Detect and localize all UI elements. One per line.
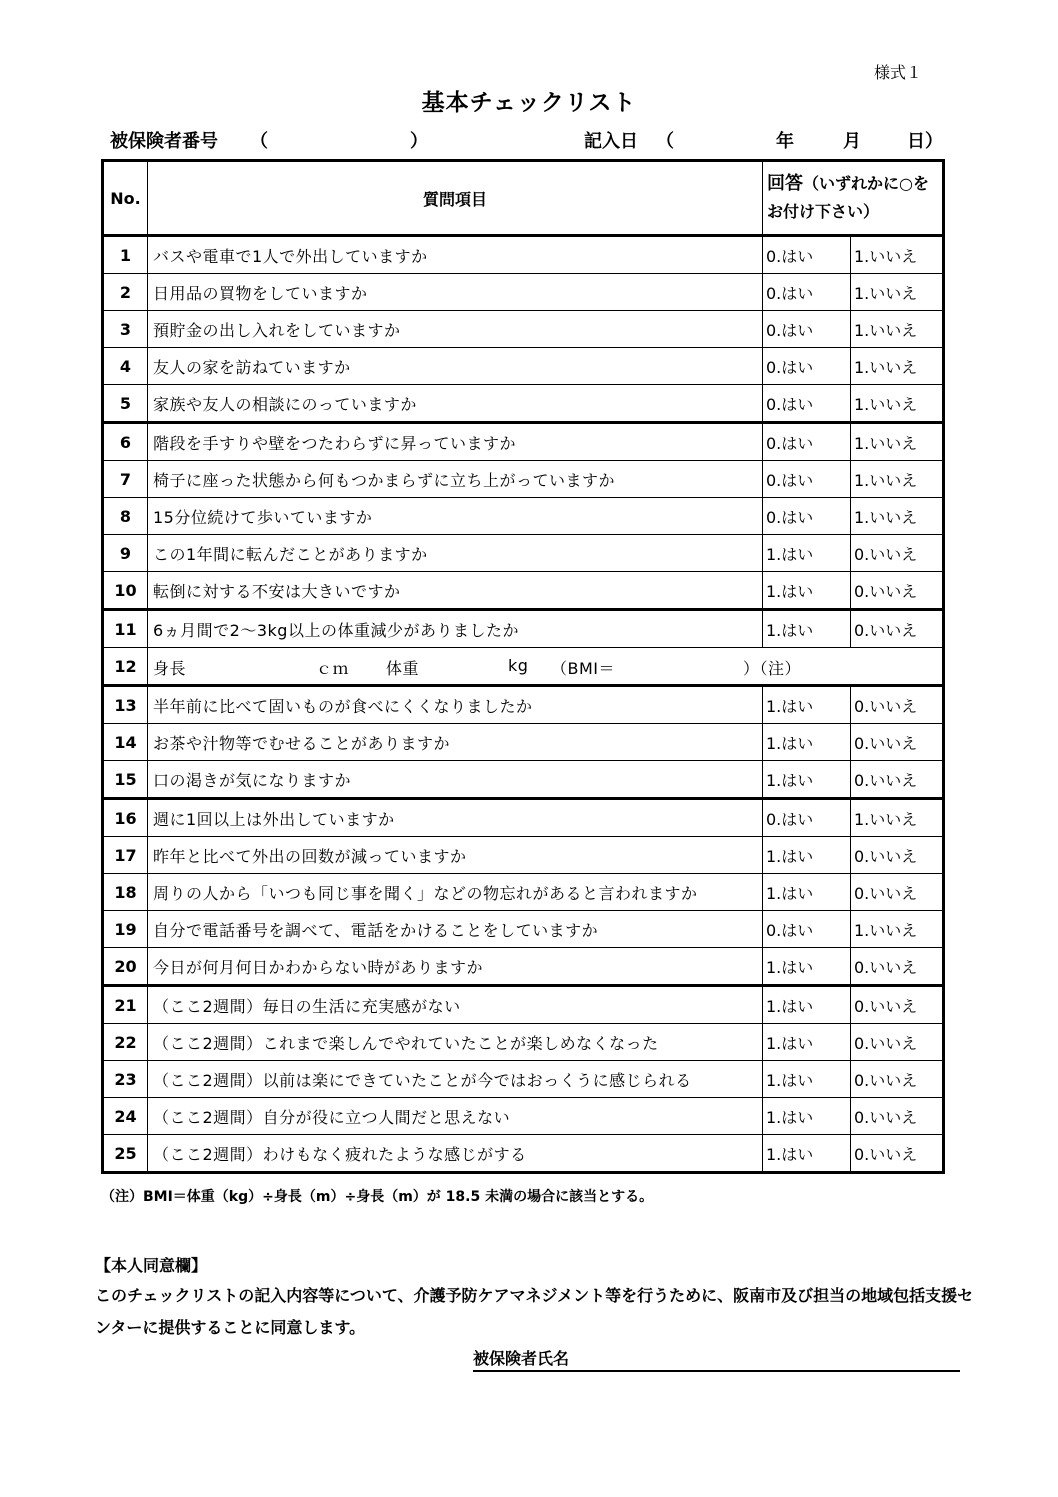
question-number: 12 <box>103 648 148 686</box>
col-answer-header-bold: 回答 <box>767 173 803 194</box>
table-row <box>103 461 944 498</box>
table-row <box>103 274 944 311</box>
question-number: 6 <box>103 423 148 461</box>
answer-option-no[interactable]: 0.いいえ <box>851 572 944 610</box>
answer-option-no[interactable]: 0.いいえ <box>851 1098 944 1135</box>
answer-option-no[interactable]: 1.いいえ <box>851 423 944 461</box>
question-text: （ここ2週間）自分が役に立つ人間だと思えない <box>148 1098 763 1135</box>
answer-option-yes[interactable]: 0.はい <box>763 385 851 423</box>
question-text: 家族や友人の相談にのっていますか <box>148 385 763 423</box>
question-number: 5 <box>103 385 148 423</box>
insured-no-paren-open: （ <box>250 131 268 152</box>
table-header-row <box>103 161 944 236</box>
table-row <box>103 761 944 799</box>
answer-option-yes[interactable]: 1.はい <box>763 724 851 761</box>
question-number: 9 <box>103 535 148 572</box>
question-text: 預貯金の出し入れをしていますか <box>148 311 763 348</box>
bmi-row-content <box>148 648 944 686</box>
answer-option-yes[interactable]: 1.はい <box>763 948 851 986</box>
question-number: 10 <box>103 572 148 610</box>
question-text: この1年間に転んだことがありますか <box>148 535 763 572</box>
year-label: 年 <box>776 131 794 152</box>
question-text: 友人の家を訪ねていますか <box>148 348 763 385</box>
question-number: 1 <box>103 236 148 274</box>
question-number: 25 <box>103 1135 148 1173</box>
bmi-label: （BMI＝ <box>551 659 616 678</box>
question-number: 14 <box>103 724 148 761</box>
answer-option-no[interactable]: 1.いいえ <box>851 236 944 274</box>
answer-option-no[interactable]: 0.いいえ <box>851 610 944 648</box>
answer-option-no[interactable]: 0.いいえ <box>851 837 944 874</box>
answer-option-no[interactable]: 1.いいえ <box>851 498 944 535</box>
answer-option-no[interactable]: 0.いいえ <box>851 948 944 986</box>
col-no-header: No. <box>103 161 148 236</box>
question-text: お茶や汁物等でむせることがありますか <box>148 724 763 761</box>
table-row <box>103 911 944 948</box>
question-number: 21 <box>103 986 148 1024</box>
answer-option-yes[interactable]: 1.はい <box>763 761 851 799</box>
answer-option-no[interactable]: 0.いいえ <box>851 761 944 799</box>
question-text: 階段を手すりや壁をつたわらずに昇っていますか <box>148 423 763 461</box>
answer-option-no[interactable]: 1.いいえ <box>851 461 944 498</box>
answer-option-no[interactable]: 1.いいえ <box>851 911 944 948</box>
answer-option-no[interactable]: 0.いいえ <box>851 874 944 911</box>
answer-option-no[interactable]: 0.いいえ <box>851 535 944 572</box>
table-row <box>103 948 944 986</box>
answer-option-yes[interactable]: 0.はい <box>763 461 851 498</box>
answer-option-yes[interactable]: 0.はい <box>763 911 851 948</box>
question-number: 7 <box>103 461 148 498</box>
question-number: 19 <box>103 911 148 948</box>
question-number: 3 <box>103 311 148 348</box>
table-row <box>103 1061 944 1098</box>
question-text: 椅子に座った状態から何もつかまらずに立ち上がっていますか <box>148 461 763 498</box>
answer-option-yes[interactable]: 1.はい <box>763 1024 851 1061</box>
consent-text: このチェックリストの記入内容等について、介護予防ケアマネジメント等を行うために、阪南市及び担当の地域包括支援センターに提供することに同意します。 <box>95 1286 974 1337</box>
answer-option-no[interactable]: 1.いいえ <box>851 385 944 423</box>
answer-option-no[interactable]: 0.いいえ <box>851 1061 944 1098</box>
answer-option-no[interactable]: 1.いいえ <box>851 311 944 348</box>
answer-option-yes[interactable]: 1.はい <box>763 686 851 724</box>
signature-label: 被保険者氏名 <box>473 1349 570 1368</box>
bmi-note: （注）BMI＝体重（kg）÷身長（m）÷身長（m）が 18.5 未満の場合に該当とする。 <box>101 1189 654 1205</box>
question-number: 22 <box>103 1024 148 1061</box>
insured-no-label: 被保険者番号 <box>110 131 218 152</box>
answer-option-yes[interactable]: 0.はい <box>763 236 851 274</box>
consent-heading: 【本人同意欄】 <box>95 1256 208 1275</box>
table-row <box>103 311 944 348</box>
insured-no-paren-close: ） <box>410 131 428 152</box>
page-title: 基本チェックリスト <box>421 90 637 116</box>
question-text: （ここ2週間）これまで楽しんでやれていたことが楽しめなくなった <box>148 1024 763 1061</box>
table-row <box>103 498 944 535</box>
question-text: 周りの人から「いつも同じ事を聞く」などの物忘れがあると言われますか <box>148 874 763 911</box>
table-row <box>103 610 944 648</box>
question-number: 4 <box>103 348 148 385</box>
table-row <box>103 686 944 724</box>
question-number: 16 <box>103 799 148 837</box>
table-row-bmi <box>103 648 944 686</box>
month-label: 月 <box>843 131 861 152</box>
table-row <box>103 724 944 761</box>
table-row <box>103 535 944 572</box>
question-text: （ここ2週間）わけもなく疲れたような感じがする <box>148 1135 763 1173</box>
question-text: 15分位続けて歩いていますか <box>148 498 763 535</box>
question-text: 自分で電話番号を調べて、電話をかけることをしていますか <box>148 911 763 948</box>
form-id: 様式１ <box>874 63 923 82</box>
question-text: 6ヵ月間で2～3kg以上の体重減少がありましたか <box>148 610 763 648</box>
date-label: 記入日 <box>584 131 638 152</box>
question-text: 日用品の買物をしていますか <box>148 274 763 311</box>
question-text: 昨年と比べて外出の回数が減っていますか <box>148 837 763 874</box>
answer-option-no[interactable]: 1.いいえ <box>851 274 944 311</box>
question-number: 18 <box>103 874 148 911</box>
cm-unit: ｃｍ <box>316 659 350 678</box>
answer-option-yes[interactable]: 0.はい <box>763 311 851 348</box>
day-label: 日） <box>907 131 943 152</box>
answer-option-no[interactable]: 0.いいえ <box>851 1135 944 1173</box>
checklist-table <box>101 159 945 1174</box>
answer-option-yes[interactable]: 0.はい <box>763 274 851 311</box>
answer-option-yes[interactable]: 1.はい <box>763 572 851 610</box>
question-number: 17 <box>103 837 148 874</box>
question-text: 口の渇きが気になりますか <box>148 761 763 799</box>
answer-option-yes[interactable]: 1.はい <box>763 837 851 874</box>
question-number: 24 <box>103 1098 148 1135</box>
col-answer-header-text: （いずれかに○をお付け下さい） <box>767 174 929 221</box>
answer-option-yes[interactable]: 1.はい <box>763 610 851 648</box>
question-number: 13 <box>103 686 148 724</box>
question-text: バスや電車で1人で外出していますか <box>148 236 763 274</box>
height-label: 身長 <box>153 659 187 678</box>
question-number: 8 <box>103 498 148 535</box>
answer-option-yes[interactable]: 0.はい <box>763 498 851 535</box>
answer-option-no[interactable]: 1.いいえ <box>851 799 944 837</box>
answer-option-no[interactable]: 0.いいえ <box>851 1024 944 1061</box>
table-row <box>103 348 944 385</box>
question-number: 15 <box>103 761 148 799</box>
table-row <box>103 799 944 837</box>
question-text: 半年前に比べて固いものが食べにくくなりましたか <box>148 686 763 724</box>
col-answer-header <box>763 161 944 236</box>
bmi-note-ref: ）（注） <box>743 659 802 678</box>
question-number: 20 <box>103 948 148 986</box>
answer-option-yes[interactable]: 0.はい <box>763 423 851 461</box>
answer-option-yes[interactable]: 0.はい <box>763 348 851 385</box>
question-text: （ここ2週間）以前は楽にできていたことが今ではおっくうに感じられる <box>148 1061 763 1098</box>
table-row <box>103 236 944 274</box>
answer-option-no[interactable]: 0.いいえ <box>851 724 944 761</box>
question-text: 週に1回以上は外出していますか <box>148 799 763 837</box>
answer-option-yes[interactable]: 0.はい <box>763 799 851 837</box>
question-number: 11 <box>103 610 148 648</box>
answer-option-no[interactable]: 1.いいえ <box>851 348 944 385</box>
answer-option-yes[interactable]: 1.はい <box>763 986 851 1024</box>
answer-option-yes[interactable]: 1.はい <box>763 874 851 911</box>
table-row <box>103 1135 944 1173</box>
question-text: 転倒に対する不安は大きいですか <box>148 572 763 610</box>
question-number: 2 <box>103 274 148 311</box>
answer-option-yes[interactable]: 1.はい <box>763 1098 851 1135</box>
answer-option-yes[interactable]: 1.はい <box>763 1135 851 1173</box>
signature-field[interactable] <box>473 1346 960 1372</box>
kg-unit: kg <box>508 656 529 675</box>
date-paren-open: （ <box>656 131 674 152</box>
answer-option-no[interactable]: 0.いいえ <box>851 986 944 1024</box>
table-row <box>103 385 944 423</box>
answer-option-yes[interactable]: 1.はい <box>763 1061 851 1098</box>
table-row <box>103 1098 944 1135</box>
answer-option-no[interactable]: 0.いいえ <box>851 686 944 724</box>
table-row <box>103 1024 944 1061</box>
table-row <box>103 837 944 874</box>
table-row <box>103 572 944 610</box>
table-row <box>103 874 944 911</box>
answer-option-yes[interactable]: 1.はい <box>763 535 851 572</box>
table-row <box>103 423 944 461</box>
table-row <box>103 986 944 1024</box>
question-text: （ここ2週間）毎日の生活に充実感がない <box>148 986 763 1024</box>
question-number: 23 <box>103 1061 148 1098</box>
col-question-header: 質問項目 <box>148 161 763 236</box>
question-text: 今日が何月何日かわからない時がありますか <box>148 948 763 986</box>
weight-label: 体重 <box>386 659 420 678</box>
